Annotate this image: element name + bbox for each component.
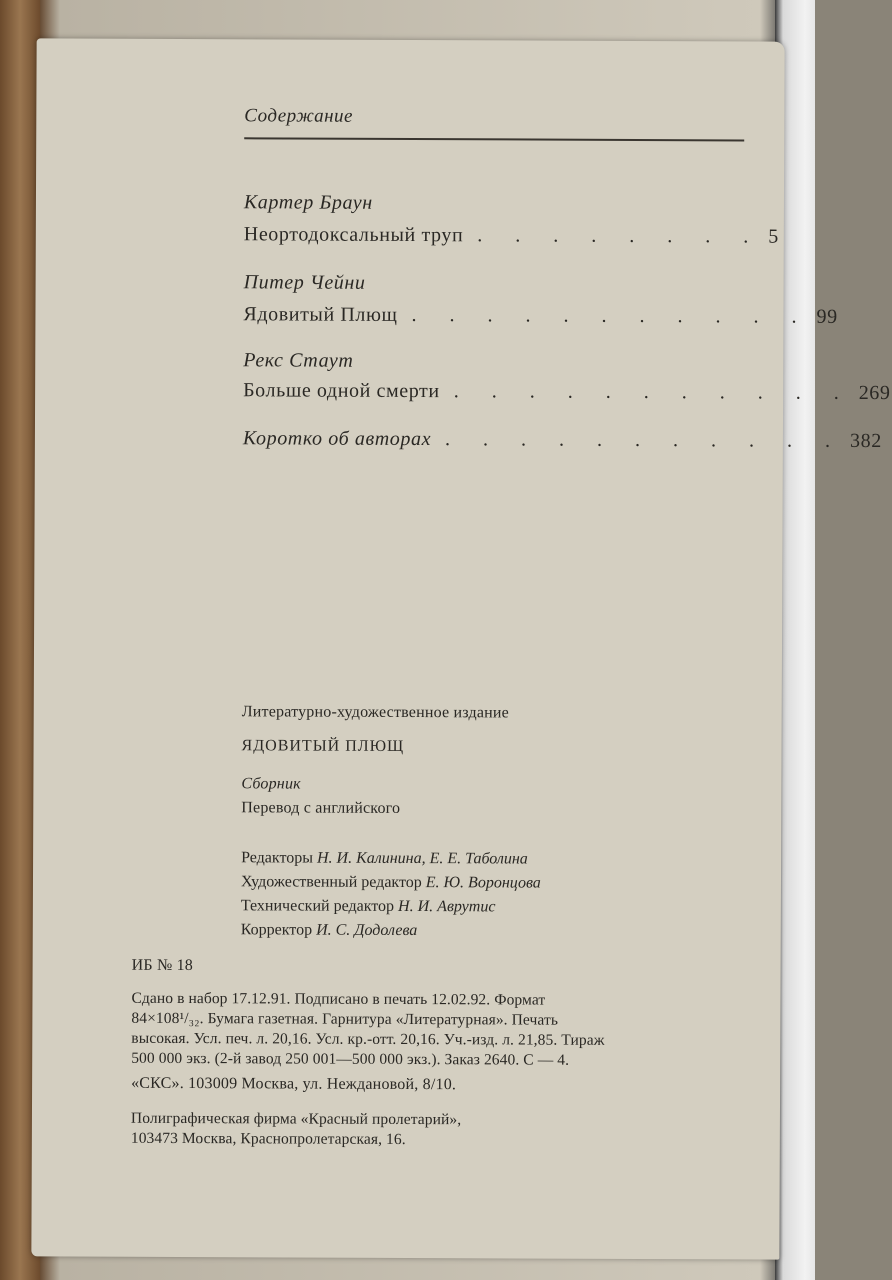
- printer-block: [131, 1109, 461, 1150]
- toc-entry-2: [243, 303, 838, 328]
- credit-line-art-editor: [241, 873, 541, 892]
- toc-page-2: 99: [816, 305, 838, 328]
- printer-line: 103473 Москва, Краснопролетарская, 16.: [130, 1129, 406, 1148]
- toc-leader-dots: . . . . . . . . . . .: [411, 304, 811, 328]
- credit-line-tech-editor: [241, 897, 496, 916]
- toc-page-3: 269: [858, 381, 891, 405]
- toc-heading: Содержание: [244, 105, 354, 127]
- collection-label: Сборник: [241, 775, 301, 793]
- book-title: ЯДОВИТЫЙ ПЛЮЩ: [241, 737, 405, 755]
- toc-title-about: Коротко об авторах: [242, 427, 432, 451]
- toc-title-1: Неортодоксальный труп: [243, 223, 464, 247]
- credit-line-corrector: [241, 921, 418, 940]
- credit-names: Н. И. Калинина, Е. Е. Таболина: [316, 849, 528, 868]
- credit-names: Е. Ю. Воронцова: [425, 874, 541, 892]
- book-page: [31, 38, 891, 1259]
- toc-page-1: 5: [768, 225, 779, 248]
- credit-role: Художественный редактор: [240, 873, 422, 892]
- credit-role: Редакторы: [241, 849, 314, 867]
- toc-leader-dots: . . . . . . . .: [477, 224, 763, 248]
- print-line: высокая. Усл. печ. л. 20,16. Усл. кр.-отт. 20,16. Уч.-изд. л. 21,85. Тираж: [131, 1029, 605, 1049]
- print-line: 84×108¹/₃₂. Бумага газетная. Гарнитура «Литературная». Печать: [131, 1009, 559, 1029]
- toc-title-3: Больше одной смерти: [243, 379, 440, 403]
- credit-role: Технический редактор: [240, 897, 395, 915]
- toc-entry-1: [243, 223, 779, 248]
- credit-names: Н. И. Аврутис: [398, 897, 496, 916]
- ib-number: ИБ № 18: [131, 956, 194, 975]
- toc-leader-dots: . . . . . . . . . . .: [453, 380, 853, 404]
- print-line: 500 000 экз. (2-й завод 250 001—500 000 экз.). Заказ 2640. С — 4.: [131, 1049, 570, 1069]
- credit-names: И. С. Додолева: [316, 921, 418, 940]
- publisher-address: «СКС». 103009 Москва, ул. Неждановой, 8/10.: [131, 1074, 457, 1094]
- toc-page-about: 382: [850, 429, 882, 453]
- toc-entry-about: [242, 427, 882, 453]
- printer-line: Полиграфическая фирма «Красный пролетарий»,: [130, 1109, 462, 1129]
- toc-author-1: Картер Браун: [243, 191, 373, 214]
- toc-rule: [244, 137, 744, 141]
- toc-entry-3: [243, 379, 891, 405]
- print-details: [131, 989, 605, 1071]
- credit-line-editors: [241, 849, 528, 868]
- toc-title-2: Ядовитый Плющ: [243, 303, 398, 326]
- translation-note: Перевод с английского: [241, 799, 401, 817]
- print-line: Сдано в набор 17.12.91. Подписано в печать 12.02.92. Формат: [131, 989, 546, 1009]
- toc-author-3: Рекс Стаут: [243, 349, 354, 372]
- edition-type: Литературно-художественное издание: [241, 703, 510, 722]
- toc-author-2: Питер Чейни: [243, 271, 366, 294]
- toc-leader-dots: . . . . . . . . . . .: [445, 428, 845, 452]
- credit-role: Корректор: [240, 921, 313, 939]
